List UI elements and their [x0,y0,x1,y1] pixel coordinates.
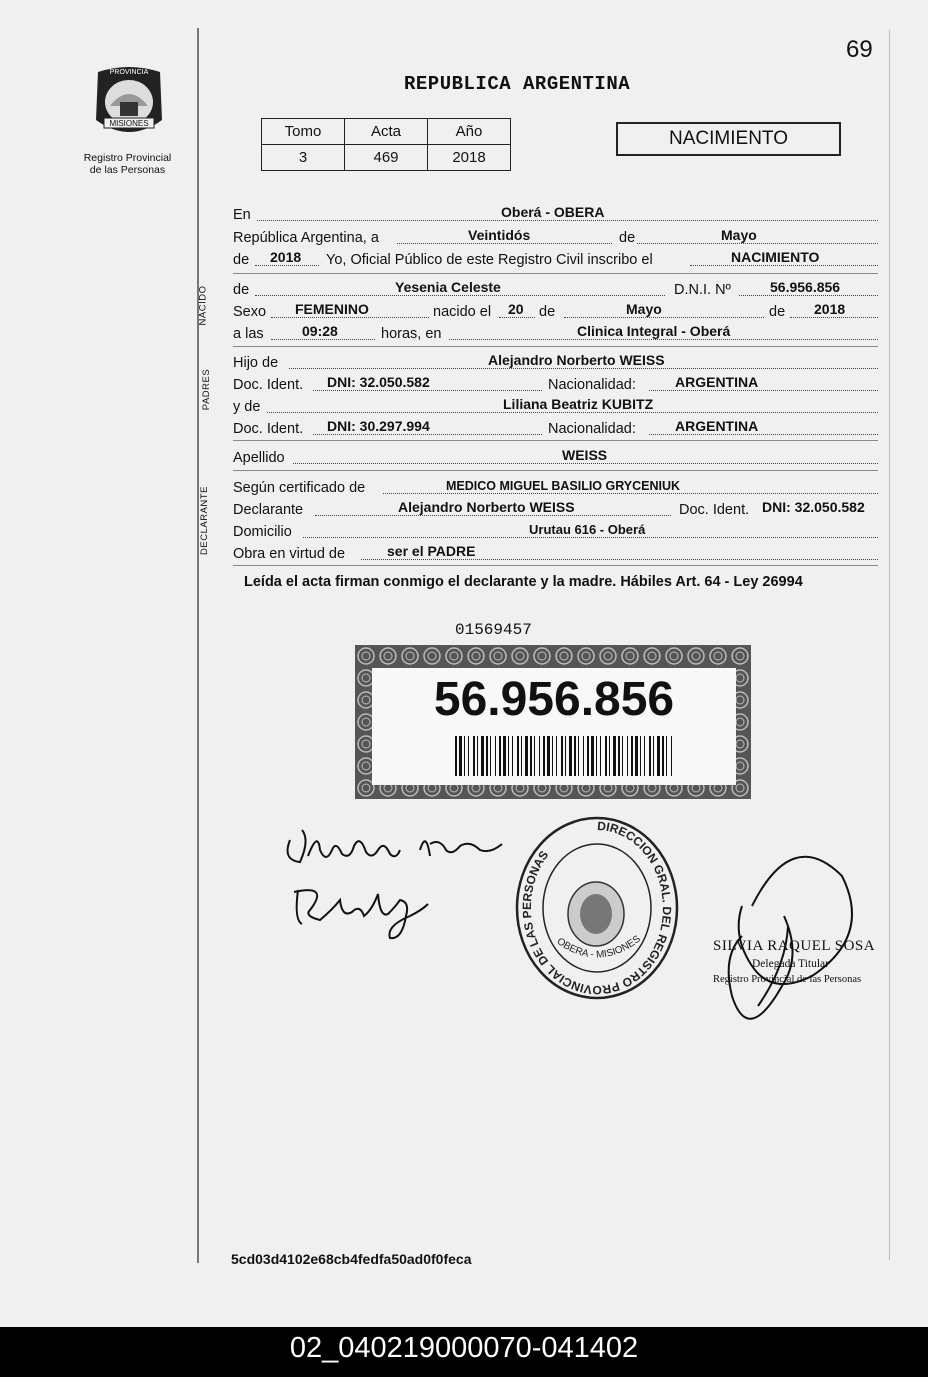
document-hash: 5cd03d4102e68cb4fedfa50ad0f0feca [231,1251,472,1267]
barcode-bar [455,736,457,776]
barcode-bar [613,736,616,776]
row-sexo [233,302,878,320]
father-nat-label: Nacionalidad: [548,377,636,393]
row-year [233,250,878,268]
mother-nat-label: Nacionalidad: [548,421,636,437]
obra-value: ser el PADRE [387,543,476,559]
tomo-header: Tomo [262,119,345,145]
registry-name [70,152,185,176]
apellido-label: Apellido [233,450,285,466]
barcode-bar [622,736,623,776]
birth-month: Mayo [626,301,662,317]
barcode-bar [490,736,491,776]
barcode-bar [653,736,654,776]
barcode-bar [666,736,667,776]
barcode-bar [591,736,594,776]
de-label: de [619,230,636,246]
father-doc: DNI: 32.050.582 [327,374,430,390]
mother-name: Liliana Beatriz KUBITZ [503,396,654,412]
barcode-bar [517,736,519,776]
acta-header: Acta [345,119,428,145]
control-number: 01569457 [455,621,532,639]
barcode-bar [644,736,645,776]
nacido-de-label3: de [769,304,786,320]
father-name: Alejandro Norberto WEISS [488,352,665,368]
barcode-bar [459,736,462,776]
barcode-bar [640,736,641,776]
cert-value: MEDICO MIGUEL BASILIO GRYCENIUK [446,479,681,493]
row-declarante [233,500,878,518]
record-type-box: NACIMIENTO [616,122,841,156]
barcode-bar [464,736,465,776]
barcode-bar [627,736,628,776]
barcode-bar [508,736,509,776]
row-apellido [233,448,878,466]
official-title: Delegada Titular [752,958,829,970]
decl-doc: DNI: 32.050.582 [762,499,865,515]
day-value: Veintidós [468,227,531,243]
dni-label: D.N.I. Nº [674,282,731,298]
mother-doc: DNI: 30.297.994 [327,418,430,434]
child-dni: 56.956.856 [770,279,841,295]
closing-statement: Leída el acta firman conmigo el declarante y la madre. Hábiles Art. 64 - Ley 26994 [244,574,803,590]
barcode-bar [574,736,576,776]
alas-label: a las [233,326,264,342]
barcode-bar [477,736,478,776]
barcode-bar [525,736,528,776]
seal-city: OBERA - MISIONES [554,933,643,961]
en-label: En [233,207,251,223]
page-number: 69 [846,36,873,63]
yde-label: y de [233,399,261,415]
seal-text: DIRECCION GRAL. DEL REGISTRO PROVINCIAL DE LAS PERSONAS [519,818,675,998]
row-y-de [233,397,878,415]
child-name: Yesenia Celeste [395,279,501,295]
decl-label: Declarante [233,502,304,518]
registry-line2: de las Personas [89,164,166,176]
logo-text-bottom: MISIONES [109,119,149,128]
anio-header: Año [428,119,511,145]
signature-declarante [280,820,520,950]
row-obra [233,544,878,562]
barcode-bar [600,736,601,776]
barcode-bar [556,736,557,776]
official-seal [512,810,682,1000]
padres-section-label: PADRES [201,368,213,411]
row-father-doc [233,375,878,393]
nacido-el-label: nacido el [433,304,492,320]
barcode-bar [578,736,579,776]
birth-year: 2018 [814,301,846,317]
barcode-bar [671,736,672,776]
year-value: 2018 [270,249,302,265]
mother-nationality: ARGENTINA [675,418,759,434]
sexo-value: FEMENINO [295,301,369,317]
row-nacido-name [233,280,878,298]
record-table [261,118,511,171]
barcode-bar [649,736,651,776]
barcode-bar [543,736,545,776]
row-mother-doc [233,419,878,437]
barcode-bar [618,736,620,776]
document-title: REPUBLICA ARGENTINA [404,73,631,95]
logo-text-top: PROVINCIA [109,69,149,76]
footer-code: 02_040219000070-041402 [0,1327,928,1377]
official-office: Registro Provincial de las Personas [713,974,862,985]
barcode-bar [468,736,469,776]
barcode-bar [486,736,488,776]
decl-value: Alejandro Norberto WEISS [398,499,575,515]
left-margin-line [197,28,199,1263]
hijo-label: Hijo de [233,355,279,371]
obra-label: Obra en virtud de [233,546,346,562]
barcode-bar [503,736,506,776]
barcode-bar [481,736,484,776]
row-republica [233,228,878,246]
barcode-bar [534,736,535,776]
declarante-section-label: DECLARANTE [198,486,210,555]
row-domicilio [233,522,878,540]
barcode-bar [631,736,633,776]
father-nationality: ARGENTINA [675,374,759,390]
inscribo-value: NACIMIENTO [731,249,820,265]
sexo-label: Sexo [233,304,267,320]
barcode-bar [561,736,563,776]
barcode-bar [499,736,501,776]
row-en [233,205,878,223]
barcode-bar [587,736,589,776]
barcode [455,736,675,776]
row-certificado [233,478,878,496]
barcode-bar [657,736,660,776]
province-crest-logo [90,62,168,144]
barcode-bar [662,736,664,776]
cert-label: Según certificado de [233,480,366,496]
year-prefix: de [233,252,250,268]
barcode-bar [473,736,475,776]
nacido-de-label2: de [539,304,556,320]
apellido-value: WEISS [562,447,608,463]
barcode-bar [539,736,540,776]
acta-value: 469 [345,145,428,171]
father-doc-label: Doc. Ident. [233,377,304,393]
oficial-text: Yo, Oficial Público de este Registro Civil inscribo el [326,252,653,268]
tomo-value: 3 [262,145,345,171]
dom-value: Urutau 616 - Oberá [529,522,646,537]
barcode-bar [583,736,584,776]
barcode-bar [530,736,532,776]
barcode-bar [512,736,513,776]
barcode-bar [552,736,553,776]
anio-value: 2018 [428,145,511,171]
birth-day: 20 [508,301,524,317]
barcode-bar [609,736,610,776]
right-margin-line [889,30,890,1260]
barcode-bar [596,736,597,776]
dni-big-number: 56.956.856 [433,673,675,726]
barcode-bar [495,736,496,776]
en-value: Oberá - OBERA [501,204,605,220]
republica-label: República Argentina, a [233,230,379,246]
barcode-bar [565,736,566,776]
mother-doc-label: Doc. Ident. [233,421,304,437]
barcode-bar [547,736,550,776]
registry-line1: Registro Provincial [83,152,172,164]
month-value: Mayo [721,227,757,243]
birth-time: 09:28 [302,323,338,339]
nacido-section-label: NACIDO [197,285,209,326]
barcode-bar [635,736,638,776]
barcode-bar [521,736,522,776]
horas-label: horas, en [381,326,442,342]
barcode-bar [605,736,607,776]
barcode-bar [569,736,572,776]
dom-label: Domicilio [233,524,292,540]
official-name: SILVIA RAQUEL SOSA [713,938,876,954]
decl-doc-label: Doc. Ident. [679,502,750,518]
row-hijo-de [233,353,878,371]
birth-place: Clinica Integral - Oberá [577,323,731,339]
row-hora [233,324,878,342]
nacido-de-label: de [233,282,250,298]
